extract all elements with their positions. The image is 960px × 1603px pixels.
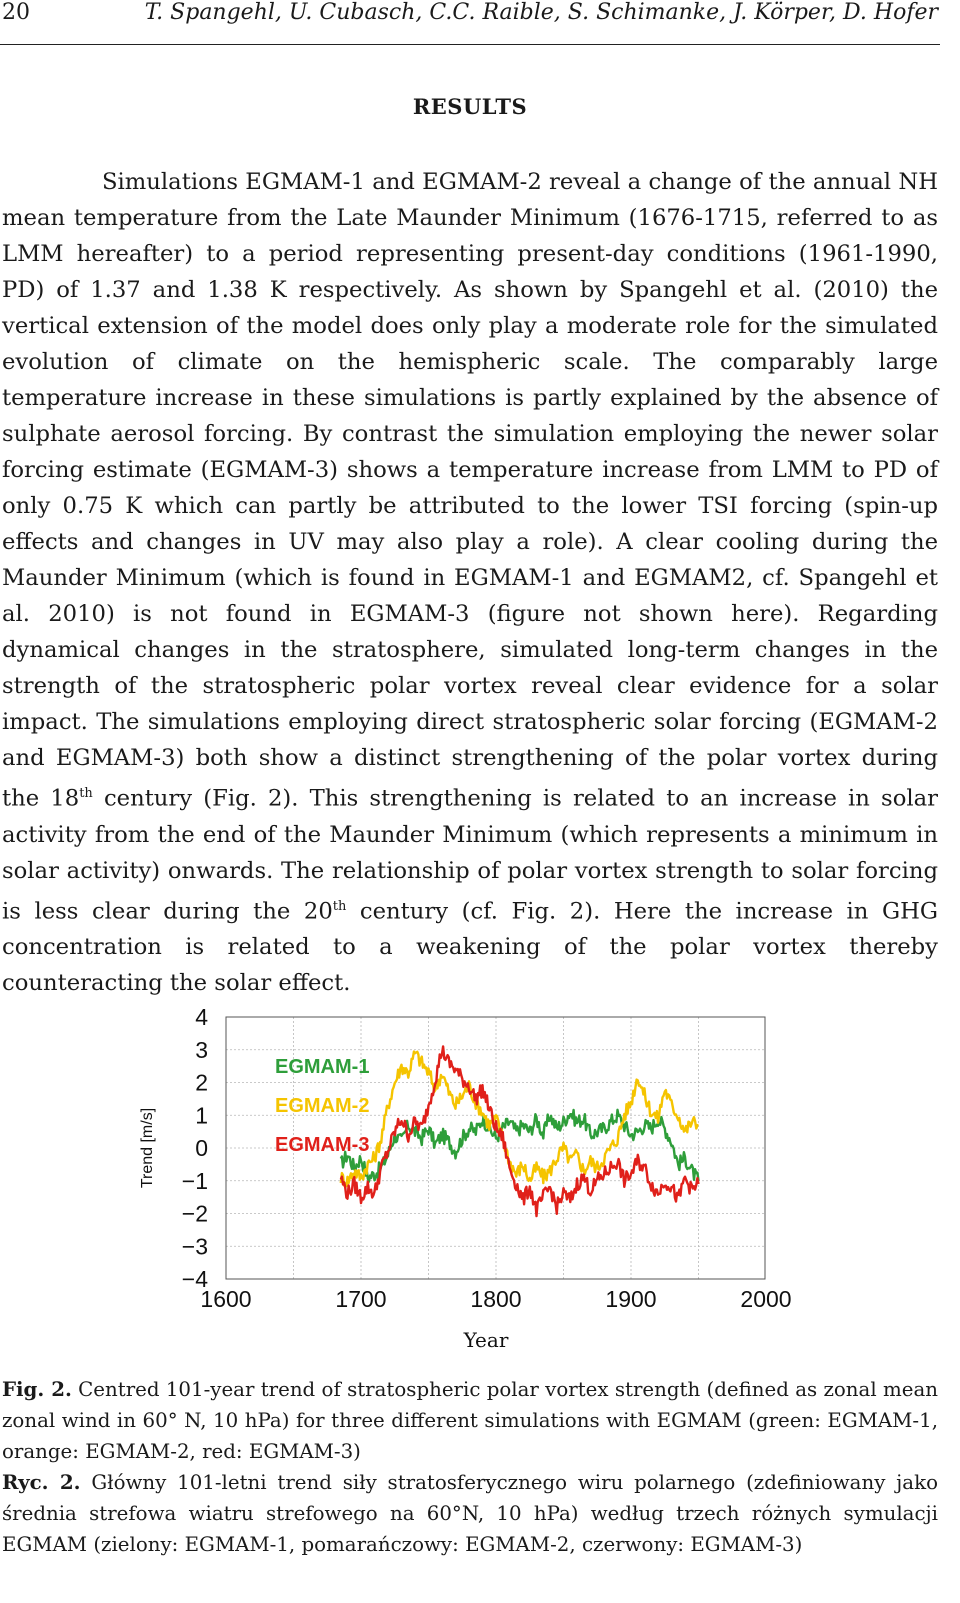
y-axis-label: Trend [m/s]	[139, 1107, 156, 1189]
body-paragraph	[2, 164, 938, 1001]
body-text	[2, 164, 938, 1001]
y-tick-label: −2	[181, 1200, 208, 1227]
figure-caption	[2, 1374, 938, 1560]
body-text-part-1: Simulations EGMAM-1 and EGMAM-2 reveal a change of the annual NH mean temperature from the Late Maunder Minimum (1676-1715, referred to as LMM hereafter) to a period representing present-day conditions (1961-1990, PD) of 1.37 and 1.38 K respectively. As shown by Spangehl et al. (2010) the vertical extension of the model does only play a moderate role for the simulated evolution of climate on the hemispheric scale. The comparably large temperature increase in these simulations is partly explained by the absence of sulphate aerosol forcing. By contrast the simulation employing the newer solar forcing estimate (EGMAM-3) shows a temperature increase from LMM to PD of only 0.75 K which can partly be attributed to the lower TSI forcing (spin-up effects and changes in UV may also play a role). A clear cooling during the Maunder Minimum (which is found in EGMAM-1 and EGMAM2, cf. Spangehl et al. 2010) is not found in EGMAM-3 (figure not shown here). Regarding dynamical changes in the stratosphere, simulated long-term changes in the strength of the stratospheric polar vortex reveal clear evidence for a solar impact. The simulations employing direct stratospheric solar forcing (EGMAM-2 and EGMAM-3) both show a distinct strengthening of the polar vortex during the 18	[2, 169, 938, 812]
header-rule	[0, 44, 940, 45]
y-tick-label: 3	[195, 1036, 208, 1063]
x-tick-label: 1900	[605, 1286, 657, 1312]
x-tick-label: 1600	[200, 1286, 252, 1312]
page-number: 20	[2, 0, 30, 25]
body-text-part-2: century (Fig. 2). This strengthening is related to an increase in solar activity from the end of the Maunder Minimum (which represents a minimum in solar activity) onwards. The relationship of polar vortex strength to solar forcing is less clear during the 20	[2, 785, 938, 925]
y-tick-label: 2	[195, 1069, 208, 1096]
legend-label-egmam-1: EGMAM-1	[275, 1056, 370, 1078]
caption-polish	[2, 1467, 938, 1560]
superscript-th-1: th	[79, 786, 93, 801]
legend-label-egmam-3: EGMAM-3	[275, 1134, 370, 1156]
caption-text-en: Centred 101-year trend of stratospheric polar vortex strength (defined as zonal mean zonal wind in 60° N, 10 hPa) for three different simulations with EGMAM (green: EGMAM-1, orange: EGMAM-2, red: EGMAM-3)	[2, 1378, 938, 1463]
y-tick-label: 4	[195, 1004, 208, 1030]
y-tick-label: 0	[195, 1135, 208, 1161]
x-tick-label: 2000	[740, 1286, 792, 1312]
caption-label-pl: Ryc. 2.	[2, 1470, 81, 1494]
superscript-th-2: th	[332, 898, 347, 914]
chart-legend	[275, 1056, 369, 1156]
y-tick-label: −3	[181, 1233, 208, 1260]
chart-series	[341, 1046, 699, 1216]
running-head-authors: T. Spangehl, U. Cubasch, C.C. Raible, S. Schimanke, J. Körper, D. Hofer	[144, 0, 938, 25]
caption-text-pl: Główny 101-letni trend siły stratosferycznego wiru polarnego (zdefiniowany jako średnia strefowa wiatru strefowego na 60°N, 10 hPa) według trzech różnych symulacji EGMAM (zielony: EGMAM-1, pomarańczowy: EGMAM-2, czerwony: EGMAM-3)	[2, 1471, 938, 1556]
section-title: RESULTS	[412, 94, 528, 119]
caption-label-en: Fig. 2.	[2, 1377, 72, 1401]
x-tick-label: 1700	[335, 1286, 387, 1312]
page-header	[0, 0, 940, 30]
x-axis-label: Year	[463, 1328, 509, 1352]
y-tick-label: 1	[195, 1102, 208, 1129]
x-tick-label: 1800	[470, 1286, 522, 1312]
y-tick-label: −4	[181, 1266, 208, 1292]
y-tick-label: −1	[181, 1167, 208, 1194]
legend-label-egmam-2: EGMAM-2	[275, 1095, 370, 1117]
polar-vortex-trend-chart	[120, 995, 820, 1360]
body-text-part-3: century (cf. Fig. 2). Here the increase in GHG concentration is related to a weakening of the polar vortex thereby counteracting the solar effect.	[2, 898, 938, 997]
caption-english	[2, 1374, 938, 1467]
